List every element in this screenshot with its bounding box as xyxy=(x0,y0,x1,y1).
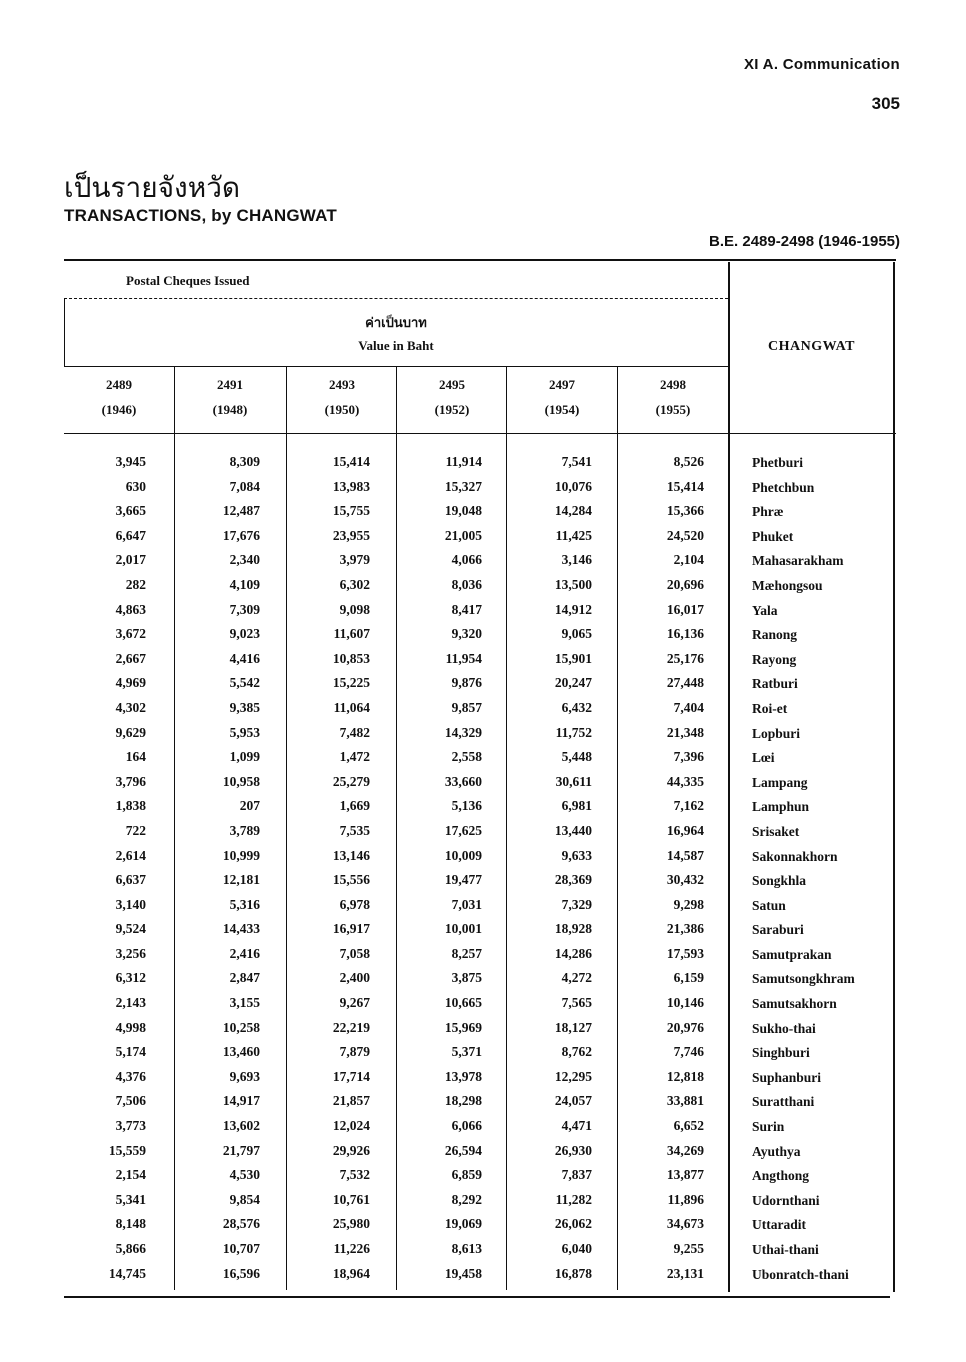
page-number: 305 xyxy=(871,94,900,113)
table-row xyxy=(64,1114,894,1139)
table-cell: 8,309 xyxy=(229,454,260,469)
year-be-1955: 2498 xyxy=(660,377,686,392)
table-cell: 3,979 xyxy=(339,552,370,568)
changwat-name: Sakonnakhorn xyxy=(752,848,838,864)
table-cell: 1,669 xyxy=(339,798,370,814)
table-row xyxy=(64,819,894,844)
table-row xyxy=(64,1065,894,1090)
year-be-1946: 2489 xyxy=(106,377,132,392)
table-cell: 7,404 xyxy=(673,699,704,715)
table-row xyxy=(64,622,894,647)
table-cell: 29,926 xyxy=(332,1142,370,1158)
table-cell: 3,875 xyxy=(451,970,482,986)
table-row xyxy=(64,721,894,746)
table-cell: 13,983 xyxy=(332,478,370,494)
table-cell: 27,448 xyxy=(666,675,704,691)
table-row xyxy=(64,991,894,1016)
table-cell: 2,017 xyxy=(115,552,146,568)
table-cell: 14,917 xyxy=(222,1093,260,1109)
table-cell: 9,693 xyxy=(229,1068,260,1084)
table-row xyxy=(64,1188,894,1213)
table-cell: 6,302 xyxy=(339,576,370,592)
table-cell: 5,953 xyxy=(229,724,260,740)
table-cell: 20,247 xyxy=(554,675,592,691)
changwat-name: Rayong xyxy=(752,651,797,667)
table-cell: 7,084 xyxy=(229,478,260,494)
table-cell: 2,614 xyxy=(115,847,146,863)
changwat-name: Lampang xyxy=(752,774,808,790)
table-row xyxy=(64,745,894,770)
table-cell: 5,341 xyxy=(115,1191,146,1207)
table-row xyxy=(64,966,894,991)
table-cell: 33,881 xyxy=(666,1093,704,1109)
table-cell: 21,348 xyxy=(666,724,704,740)
changwat-name: Surin xyxy=(752,1119,785,1135)
table-cell: 11,064 xyxy=(333,699,370,715)
table-cell: 7,837 xyxy=(561,1167,592,1183)
table-cell: 12,024 xyxy=(332,1118,370,1134)
table-cell: 11,607 xyxy=(333,626,370,642)
table-row xyxy=(64,1163,894,1188)
changwat-name: Angthong xyxy=(752,1168,810,1184)
table-cell: 33,660 xyxy=(444,773,482,789)
table-cell: 13,460 xyxy=(222,1044,260,1060)
table-cell: 26,930 xyxy=(554,1142,592,1158)
table-row xyxy=(64,647,894,672)
table-cell: 7,535 xyxy=(339,822,370,838)
table-body xyxy=(64,450,894,1286)
table-cell: 630 xyxy=(125,478,146,494)
table-cell: 9,876 xyxy=(451,675,482,691)
table-row xyxy=(64,598,894,623)
table-cell: 30,611 xyxy=(555,773,592,789)
table-cell: 2,154 xyxy=(115,1167,146,1183)
table-cell: 25,279 xyxy=(332,773,370,789)
table-row xyxy=(64,917,894,942)
table-cell: 11,226 xyxy=(333,1241,370,1256)
table-cell: 2,400 xyxy=(339,970,370,986)
table-cell: 10,258 xyxy=(222,1019,260,1035)
year-ad-1950: (1950) xyxy=(324,402,360,417)
table-cell: 6,978 xyxy=(339,896,370,912)
table-cell: 8,036 xyxy=(451,576,482,592)
table-cell: 7,565 xyxy=(561,995,592,1011)
table-row xyxy=(64,1016,894,1041)
table-cell: 10,999 xyxy=(222,847,260,863)
changwat-name: Satun xyxy=(752,897,786,913)
table-cell: 11,914 xyxy=(445,454,482,469)
table-cell: 1,838 xyxy=(115,798,146,814)
table-cell: 722 xyxy=(125,822,146,838)
table-cell: 16,964 xyxy=(666,822,704,838)
table-cell: 2,416 xyxy=(229,945,260,961)
changwat-name: Uthai-thani xyxy=(752,1242,819,1257)
table-cell: 14,433 xyxy=(222,921,260,937)
table-cell: 3,789 xyxy=(229,822,260,838)
table-cell: 9,065 xyxy=(561,626,592,642)
table-cell: 14,745 xyxy=(108,1265,146,1281)
table-cell: 19,048 xyxy=(444,503,482,519)
table-cell: 7,396 xyxy=(673,749,704,765)
table-cell: 9,629 xyxy=(115,724,146,740)
table-cell: 9,857 xyxy=(451,699,482,715)
table-cell: 15,327 xyxy=(444,478,482,494)
changwat-name: Saraburi xyxy=(752,922,804,938)
year-ad-1955: (1955) xyxy=(655,402,691,417)
changwat-name: Phuket xyxy=(752,528,794,544)
year-be-1952: 2495 xyxy=(439,377,465,392)
table-cell: 3,796 xyxy=(115,773,146,789)
table-cell: 3,140 xyxy=(115,896,146,912)
changwat-name: Suphanburi xyxy=(752,1069,822,1085)
table-cell: 18,964 xyxy=(332,1265,370,1281)
table-cell: 2,143 xyxy=(115,995,146,1011)
changwat-name: Ratburi xyxy=(752,676,798,692)
table-cell: 34,269 xyxy=(666,1142,704,1158)
changwat-name: Yala xyxy=(752,602,778,618)
english-title: TRANSACTIONS, by CHANGWAT xyxy=(64,206,337,225)
table-row xyxy=(64,770,894,795)
table-cell: 13,146 xyxy=(332,847,370,863)
table-bottom-rule xyxy=(64,1296,890,1298)
table-cell: 7,506 xyxy=(115,1093,146,1109)
table-cell: 4,376 xyxy=(115,1068,146,1084)
table-cell: 5,542 xyxy=(229,675,260,691)
changwat-name: Roi-et xyxy=(752,700,788,716)
table-cell: 1,099 xyxy=(229,749,260,765)
table-cell: 6,981 xyxy=(561,798,592,814)
table-cell: 17,625 xyxy=(444,822,482,838)
value-thai-label: ค่าเป็นบาท xyxy=(365,316,427,331)
changwat-name: Samutprakan xyxy=(752,946,832,962)
year-be-1950: 2493 xyxy=(329,377,355,392)
table-cell: 11,896 xyxy=(667,1191,704,1207)
table-cell: 13,500 xyxy=(554,576,592,592)
table-cell: 10,853 xyxy=(332,650,370,666)
table-cell: 12,295 xyxy=(554,1068,592,1084)
table-cell: 10,076 xyxy=(554,478,592,494)
table-row xyxy=(64,844,894,869)
table-cell: 10,001 xyxy=(444,921,482,937)
table-cell: 7,746 xyxy=(673,1044,704,1060)
table-cell: 2,340 xyxy=(229,552,260,568)
table-cell: 9,098 xyxy=(339,601,370,617)
changwat-name: Sukho-thai xyxy=(752,1020,816,1036)
table-cell: 1,472 xyxy=(339,749,370,765)
table-row xyxy=(64,1040,894,1065)
table-cell: 7,879 xyxy=(339,1044,370,1060)
table-cell: 21,005 xyxy=(444,527,482,543)
table-cell: 5,866 xyxy=(115,1241,146,1256)
table-cell: 4,066 xyxy=(451,552,482,568)
changwat-name: Phræ xyxy=(752,504,784,520)
table-cell: 14,912 xyxy=(554,601,592,617)
table-cell: 4,416 xyxy=(229,650,260,666)
table-cell: 8,762 xyxy=(561,1044,592,1060)
changwat-name: Suratthani xyxy=(752,1094,815,1110)
table-cell: 6,652 xyxy=(673,1118,704,1134)
table-cell: 44,335 xyxy=(666,773,704,789)
table-cell: 6,312 xyxy=(115,970,146,986)
year-ad-1946: (1946) xyxy=(101,402,137,417)
changwat-name: Phetburi xyxy=(752,455,804,470)
table-cell: 6,637 xyxy=(115,872,146,888)
table-cell: 10,146 xyxy=(666,995,704,1011)
table-cell: 7,031 xyxy=(451,896,482,912)
table-row xyxy=(64,671,894,696)
table-cell: 16,878 xyxy=(554,1265,592,1281)
table-cell: 8,257 xyxy=(451,945,482,961)
changwat-name: Lamphun xyxy=(752,799,810,815)
table-cell: 6,432 xyxy=(561,699,592,715)
table-cell: 17,714 xyxy=(332,1068,370,1084)
table-cell: 4,863 xyxy=(115,601,146,617)
table-cell: 7,058 xyxy=(339,945,370,961)
table-cell: 16,017 xyxy=(666,601,704,617)
table-cell: 5,316 xyxy=(229,896,260,912)
table-row xyxy=(64,1089,894,1114)
table-row xyxy=(64,942,894,967)
table-cell: 6,159 xyxy=(673,970,704,986)
table-cell: 15,556 xyxy=(332,872,370,888)
table-row xyxy=(64,499,894,524)
table-cell: 8,526 xyxy=(673,454,704,469)
table-row xyxy=(64,450,894,475)
table-cell: 30,432 xyxy=(666,872,704,888)
table-row xyxy=(64,573,894,598)
table-cell: 16,917 xyxy=(332,921,370,937)
table-cell: 17,593 xyxy=(666,945,704,961)
table-cell: 15,414 xyxy=(332,454,370,469)
table-row xyxy=(64,696,894,721)
table-row xyxy=(64,1212,894,1237)
table-cell: 7,329 xyxy=(561,896,592,912)
table-cell: 19,477 xyxy=(444,872,482,888)
table-cell: 9,320 xyxy=(451,626,482,642)
table-row xyxy=(64,893,894,918)
table-row xyxy=(64,1262,894,1287)
table-cell: 3,672 xyxy=(115,626,146,642)
table-row xyxy=(64,1237,894,1262)
table-cell: 24,057 xyxy=(554,1093,592,1109)
table-cell: 15,366 xyxy=(666,503,704,519)
table-cell: 5,136 xyxy=(451,798,482,814)
table-cell: 3,773 xyxy=(115,1118,146,1134)
table-cell: 282 xyxy=(125,576,146,592)
table-cell: 11,425 xyxy=(555,527,592,543)
table-cell: 3,945 xyxy=(115,454,146,469)
table-cell: 4,302 xyxy=(115,699,146,715)
changwat-name: Udornthani xyxy=(752,1192,820,1208)
table-cell: 2,847 xyxy=(229,970,260,986)
group-label: Postal Cheques Issued xyxy=(126,273,250,288)
table-cell: 7,541 xyxy=(561,454,592,469)
table-cell: 2,558 xyxy=(451,749,482,765)
changwat-name: Mæhongsou xyxy=(752,577,823,593)
changwat-name: Uttaradit xyxy=(752,1217,806,1233)
table-cell: 22,219 xyxy=(332,1019,370,1035)
table-cell: 9,267 xyxy=(339,995,370,1011)
changwat-name: Ayuthya xyxy=(752,1143,801,1159)
table-cell: 7,532 xyxy=(339,1167,370,1183)
year-ad-1952: (1952) xyxy=(434,402,470,417)
table-cell: 5,174 xyxy=(115,1044,146,1060)
table-cell: 4,530 xyxy=(229,1167,260,1183)
group-rule xyxy=(64,298,728,299)
table-cell: 6,040 xyxy=(561,1241,592,1256)
table-cell: 10,009 xyxy=(444,847,482,863)
table-cell: 15,901 xyxy=(554,650,592,666)
table-cell: 5,448 xyxy=(561,749,592,765)
table-cell: 20,696 xyxy=(666,576,704,592)
table-cell: 207 xyxy=(239,798,260,814)
changwat-name: Lopburi xyxy=(752,725,801,741)
table-cell: 25,176 xyxy=(666,650,704,666)
table-row xyxy=(64,868,894,893)
table-cell: 9,854 xyxy=(229,1191,260,1207)
table-top-rule xyxy=(64,259,896,261)
table-cell: 4,471 xyxy=(561,1118,592,1134)
table-cell: 3,146 xyxy=(561,552,592,568)
changwat-name: Ranong xyxy=(752,627,798,643)
table-cell: 8,148 xyxy=(115,1216,146,1232)
table-cell: 18,298 xyxy=(444,1093,482,1109)
table-cell: 7,309 xyxy=(229,601,260,617)
table-cell: 15,414 xyxy=(666,478,704,494)
table-cell: 23,955 xyxy=(332,527,370,543)
table-cell: 14,329 xyxy=(444,724,482,740)
table-cell: 9,633 xyxy=(561,847,592,863)
table-cell: 6,647 xyxy=(115,527,146,543)
table-cell: 10,761 xyxy=(332,1191,370,1207)
table-cell: 13,440 xyxy=(554,822,592,838)
thai-title: เป็นรายจังหวัด xyxy=(64,171,241,204)
changwat-name: Ubonratch-thani xyxy=(752,1266,849,1282)
period-label: B.E. 2489-2498 (1946-1955) xyxy=(709,233,900,250)
table-cell: 28,576 xyxy=(222,1216,260,1232)
table-cell: 21,386 xyxy=(666,921,704,937)
changwat-name: Lœi xyxy=(752,750,775,766)
table-cell: 9,524 xyxy=(115,921,146,937)
table-cell: 16,596 xyxy=(222,1265,260,1281)
table-cell: 3,256 xyxy=(115,945,146,961)
table-cell: 26,594 xyxy=(444,1142,482,1158)
table-cell: 24,520 xyxy=(666,527,704,543)
table-cell: 18,127 xyxy=(554,1019,592,1035)
table-cell: 23,131 xyxy=(666,1265,704,1281)
table-cell: 34,673 xyxy=(666,1216,704,1232)
year-ad-1954: (1954) xyxy=(544,402,580,417)
table-cell: 11,954 xyxy=(445,650,482,666)
table-cell: 12,181 xyxy=(222,872,260,888)
table-cell: 10,665 xyxy=(444,995,482,1011)
table-cell: 9,255 xyxy=(673,1241,704,1256)
table-cell: 15,755 xyxy=(332,503,370,519)
table-cell: 12,818 xyxy=(666,1068,704,1084)
table-row xyxy=(64,524,894,549)
table-cell: 11,752 xyxy=(555,724,592,740)
table-cell: 10,958 xyxy=(222,773,260,789)
changwat-name: Singhburi xyxy=(752,1045,810,1061)
table-cell: 6,859 xyxy=(451,1167,482,1183)
table-cell: 2,667 xyxy=(115,650,146,666)
table-cell: 16,136 xyxy=(666,626,704,642)
table-row xyxy=(64,794,894,819)
year-ad-1948: (1948) xyxy=(212,402,248,417)
table-cell: 3,665 xyxy=(115,503,146,519)
table-cell: 14,284 xyxy=(554,503,592,519)
table-cell: 13,602 xyxy=(222,1118,260,1134)
changwat-name: Phetchbun xyxy=(752,479,815,495)
header-bottom-rule xyxy=(64,433,896,434)
table-cell: 4,109 xyxy=(229,576,260,592)
table-cell: 14,286 xyxy=(554,945,592,961)
table-cell: 17,676 xyxy=(222,527,260,543)
section-header: XI A. Communication xyxy=(744,56,900,73)
table-cell: 8,292 xyxy=(451,1191,482,1207)
table-cell: 3,155 xyxy=(229,995,260,1011)
changwat-name: Songkhla xyxy=(752,873,807,889)
table-cell: 11,282 xyxy=(555,1191,592,1207)
value-en-label: Value in Baht xyxy=(358,338,434,353)
table-cell: 13,877 xyxy=(666,1167,704,1183)
table-cell: 21,857 xyxy=(332,1093,370,1109)
table-cell: 25,980 xyxy=(332,1216,370,1232)
table-cell: 4,969 xyxy=(115,675,146,691)
table-cell: 13,978 xyxy=(444,1068,482,1084)
table-cell: 15,559 xyxy=(108,1142,146,1158)
table-row xyxy=(64,1139,894,1164)
table-cell: 21,797 xyxy=(222,1142,260,1158)
table-cell: 18,928 xyxy=(554,921,592,937)
table-cell: 10,707 xyxy=(222,1241,260,1256)
table-cell: 15,225 xyxy=(332,675,370,691)
changwat-header: CHANGWAT xyxy=(768,339,855,354)
table-cell: 8,613 xyxy=(451,1241,482,1256)
table-cell: 9,385 xyxy=(229,699,260,715)
table-cell: 14,587 xyxy=(666,847,704,863)
table-cell: 4,998 xyxy=(115,1019,146,1035)
table-cell: 12,487 xyxy=(222,503,260,519)
table-cell: 19,458 xyxy=(444,1265,482,1281)
table-cell: 2,104 xyxy=(673,552,704,568)
year-be-1948: 2491 xyxy=(217,377,243,392)
table-row xyxy=(64,548,894,573)
table-cell: 19,069 xyxy=(444,1216,482,1232)
year-be-1954: 2497 xyxy=(549,377,575,392)
changwat-name: Mahasarakham xyxy=(752,553,844,569)
table-cell: 9,023 xyxy=(229,626,260,642)
table-cell: 15,969 xyxy=(444,1019,482,1035)
table-cell: 5,371 xyxy=(451,1044,482,1060)
table-row xyxy=(64,475,894,500)
table-cell: 4,272 xyxy=(561,970,592,986)
table-cell: 9,298 xyxy=(673,896,704,912)
table-cell: 164 xyxy=(125,749,146,765)
changwat-name: Samutsakhorn xyxy=(752,996,837,1012)
table-cell: 20,976 xyxy=(666,1019,704,1035)
table-cell: 8,417 xyxy=(451,601,482,617)
table-cell: 7,482 xyxy=(339,724,370,740)
changwat-name: Samutsongkhram xyxy=(752,971,855,987)
table-cell: 6,066 xyxy=(451,1118,482,1134)
table-cell: 26,062 xyxy=(554,1216,592,1232)
table-cell: 7,162 xyxy=(673,798,704,814)
table-cell: 28,369 xyxy=(554,872,592,888)
changwat-name: Srisaket xyxy=(752,823,800,839)
